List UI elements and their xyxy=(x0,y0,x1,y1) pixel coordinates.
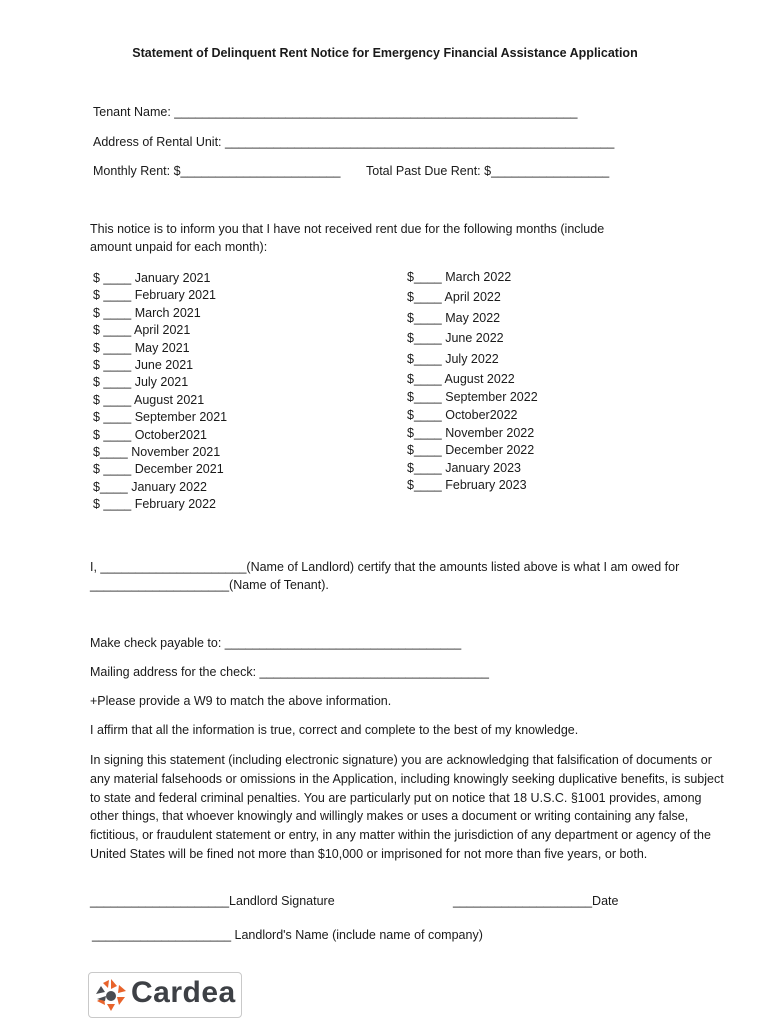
months-2022-list xyxy=(407,267,538,495)
month-entry[interactable]: $____ June 2022 xyxy=(407,331,504,346)
landlord-signature-line[interactable]: ____________________Landlord Signature xyxy=(90,894,335,908)
legal-notice: In signing this statement (including electronic signature) you are acknowledging that falsification of documents or any material falsehoods or omissions in the Application, including knowingly seeking duplicative benefits, is subject to state and federal criminal penalties. You are particularly put on notice that 18 U.S.C. §1001 provides, among other things, that whoever knowingly and willingly makes or uses a document or writing containing any false, fictitious, or fraudulent statement or entry, in any matter within the jurisdiction of any department or agency of the United States will be fined not more than $10,000 or imprisoned for not more than five years, or both. xyxy=(90,753,724,861)
notice-line-2: amount unpaid for each month): xyxy=(90,240,268,254)
landlord-name-line[interactable]: ____________________ Landlord's Name (include name of company) xyxy=(92,928,483,942)
certify-line-2[interactable]: ____________________(Name of Tenant). xyxy=(90,578,329,592)
rental-address-field[interactable]: Address of Rental Unit: ________________________________________________________ xyxy=(93,135,615,149)
month-entry[interactable]: $____ August 2022 xyxy=(407,372,515,387)
total-past-due-field[interactable]: Total Past Due Rent: $_________________ xyxy=(366,164,610,178)
month-entry[interactable]: $ ____ March 2021 xyxy=(93,305,201,320)
document-title: Statement of Delinquent Rent Notice for Emergency Financial Assistance Application xyxy=(132,46,638,60)
month-entry[interactable]: $____ December 2022 xyxy=(407,443,535,458)
month-entry[interactable]: $ ____ July 2021 xyxy=(93,375,189,390)
months-2021-list xyxy=(93,270,227,514)
month-entry[interactable]: $____ November 2022 xyxy=(407,425,535,440)
month-entry[interactable]: $ ____ October2021 xyxy=(93,427,207,442)
month-entry[interactable]: $ ____ December 2021 xyxy=(93,462,224,477)
w9-note: +Please provide a W9 to match the above information. xyxy=(90,694,392,708)
month-entry[interactable]: $____ October2022 xyxy=(407,408,518,423)
certify-line-1[interactable]: I, _____________________(Name of Landlord) certify that the amounts listed above is what I am owed for xyxy=(90,560,680,574)
date-line[interactable]: ____________________Date xyxy=(453,894,619,908)
month-entry[interactable]: $ ____ September 2021 xyxy=(93,410,228,425)
month-entry[interactable]: $ ____ August 2021 xyxy=(93,392,205,407)
month-entry[interactable]: $ ____ May 2021 xyxy=(93,340,190,355)
month-entry[interactable]: $ ____ January 2021 xyxy=(93,271,211,285)
cardea-logo xyxy=(88,972,242,1018)
month-entry[interactable]: $____ April 2022 xyxy=(407,290,501,305)
payable-to-field[interactable]: Make check payable to: __________________________________ xyxy=(90,636,462,650)
month-entry[interactable]: $ ____ June 2021 xyxy=(93,358,194,373)
cardea-logo-text: Cardea xyxy=(131,976,236,1009)
month-entry[interactable]: $____ January 2023 xyxy=(407,460,521,475)
month-entry[interactable]: $____ July 2022 xyxy=(407,351,499,366)
monthly-rent-field[interactable]: Monthly Rent: $_______________________ xyxy=(93,164,341,178)
month-entry[interactable]: $____ May 2022 xyxy=(407,310,501,325)
mailing-address-field[interactable]: Mailing address for the check: _________________________________ xyxy=(90,665,489,679)
month-entry[interactable]: $____ January 2022 xyxy=(93,479,207,494)
month-entry[interactable]: $ ____ April 2021 xyxy=(93,323,191,338)
month-entry[interactable]: $____ September 2022 xyxy=(407,390,538,405)
month-entry[interactable]: $____ February 2023 xyxy=(407,478,527,493)
notice-line-1: This notice is to inform you that I have not received rent due for the following months (include xyxy=(90,222,605,236)
month-entry[interactable]: $ ____ February 2022 xyxy=(93,497,217,512)
affirmation: I affirm that all the information is true, correct and complete to the best of my knowledge. xyxy=(90,723,579,737)
month-entry[interactable]: $ ____ February 2021 xyxy=(93,288,217,303)
tenant-name-field[interactable]: Tenant Name: __________________________________________________________ xyxy=(93,105,578,119)
cardea-logo-mark-icon xyxy=(93,977,129,1013)
month-entry[interactable]: $____ November 2021 xyxy=(93,445,221,460)
month-entry[interactable]: $____ March 2022 xyxy=(407,270,512,284)
